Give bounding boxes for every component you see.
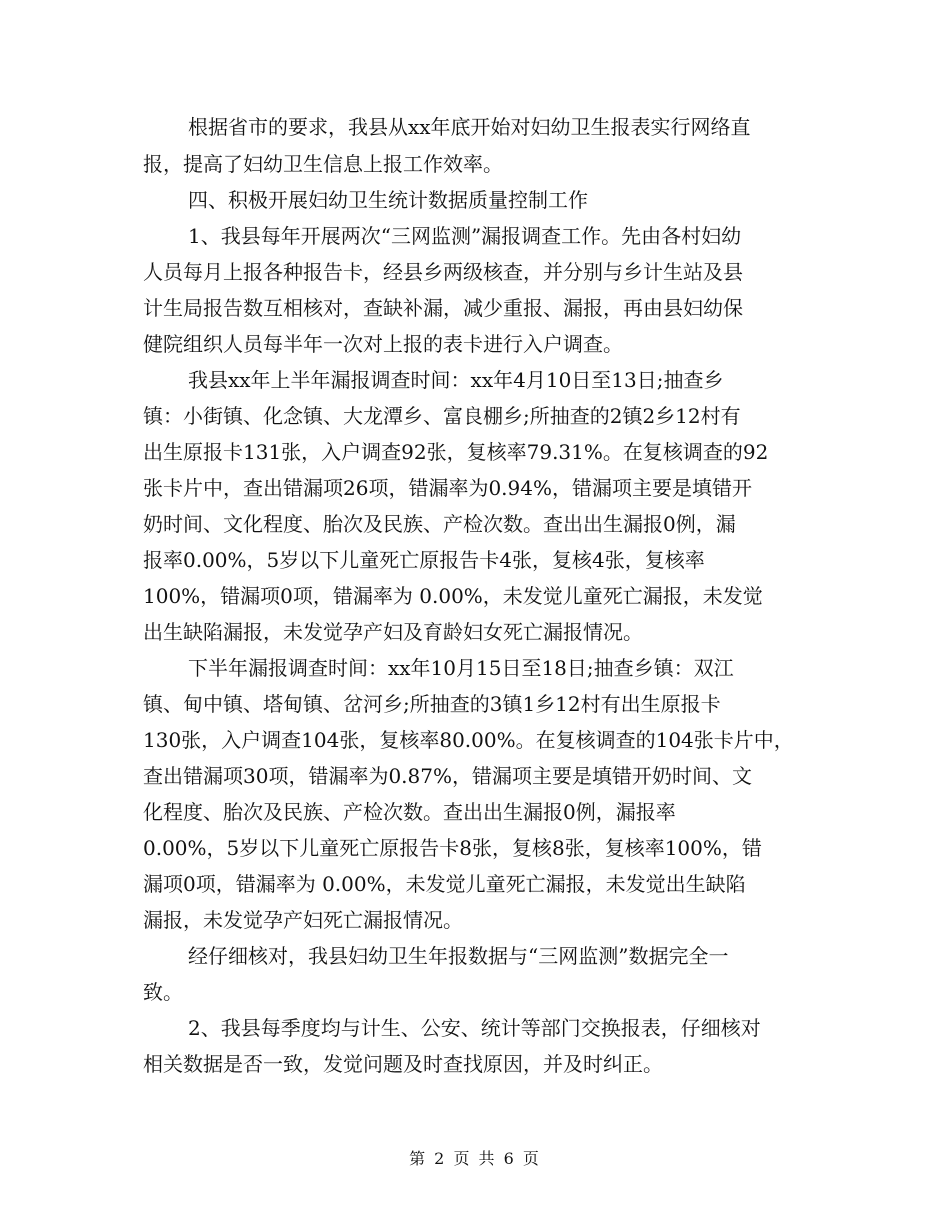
text-line-26: 2、我县每季度均与计生、公安、统计等部门交换报表，仔细核对 [188, 1016, 761, 1040]
text-line-18: 130张，入户调查104张，复核率80.00%。在复核调查的104张卡片中， [143, 728, 794, 752]
text-line-17: 镇、甸中镇、塔甸镇、岔河乡;所抽查的3镇1乡12村有出生原报卡 [143, 692, 721, 716]
text-line-16: 下半年漏报调查时间：xx年10月15日至18日;抽查乡镇：双江 [188, 656, 734, 680]
text-line-7: 健院组织人员每半年一次对上报的表卡进行入户调查。 [143, 332, 623, 356]
page-number-footer: 第 2 页 共 6 页 [409, 1149, 541, 1168]
text-line-24: 经仔细核对，我县妇幼卫生年报数据与“三网监测”数据完全一 [188, 944, 729, 968]
text-line-11: 张卡片中，查出错漏项26项，错漏率为0.94%，错漏项主要是填错开 [143, 476, 752, 500]
text-line-15: 出生缺陷漏报，未发觉孕产妇及育龄妇女死亡漏报情况。 [143, 620, 643, 644]
text-line-19: 查出错漏项30项，错漏率为0.87%，错漏项主要是填错开奶时间、文 [143, 764, 752, 788]
text-line-27: 相关数据是否一致，发觉问题及时查找原因，并及时纠正。 [143, 1052, 663, 1076]
text-line-6: 计生局报告数互相核对，查缺补漏，减少重报、漏报，再由县妇幼保 [143, 296, 743, 320]
text-line-5: 人员每月上报各种报告卡，经县乡两级核查，并分别与乡计生站及县 [143, 260, 743, 284]
text-line-21: 0.00%，5岁以下儿童死亡原报告卡8张，复核8张，复核率100%，错 [143, 836, 762, 860]
text-line-13: 报率0.00%，5岁以下儿童死亡原报告卡4张，复核4张，复核率 [143, 548, 705, 572]
text-line-23: 漏报，未发觉孕产妇死亡漏报情况。 [143, 908, 463, 932]
text-line-25: 致。 [143, 980, 183, 1004]
section-heading: 四、积极开展妇幼卫生统计数据质量控制工作 [188, 188, 588, 212]
text-line-9: 镇：小街镇、化念镇、大龙潭乡、富良棚乡;所抽查的2镇2乡12村有 [143, 404, 741, 428]
text-line-22: 漏项0项，错漏率为 0.00%，未发觉儿童死亡漏报，未发觉出生缺陷 [143, 872, 746, 896]
text-line-10: 出生原报卡131张，入户调查92张，复核率79.31%。在复核调查的92 [143, 440, 769, 464]
text-line-8: 我县xx年上半年漏报调查时间：xx年4月10日至13日;抽查乡 [188, 368, 724, 392]
text-line-4: 1、我县每年开展两次“三网监测”漏报调查工作。先由各村妇幼 [188, 224, 742, 248]
text-line-2: 报，提高了妇幼卫生信息上报工作效率。 [143, 152, 503, 176]
text-line-1: 根据省市的要求，我县从xx年底开始对妇幼卫生报表实行网络直 [188, 115, 751, 139]
text-line-12: 奶时间、文化程度、胎次及民族、产检次数。查出出生漏报0例，漏 [143, 512, 736, 536]
text-line-14: 100%，错漏项0项，错漏率为 0.00%，未发觉儿童死亡漏报，未发觉 [143, 584, 763, 608]
text-line-20: 化程度、胎次及民族、产检次数。查出出生漏报0例，漏报率 [143, 800, 676, 824]
